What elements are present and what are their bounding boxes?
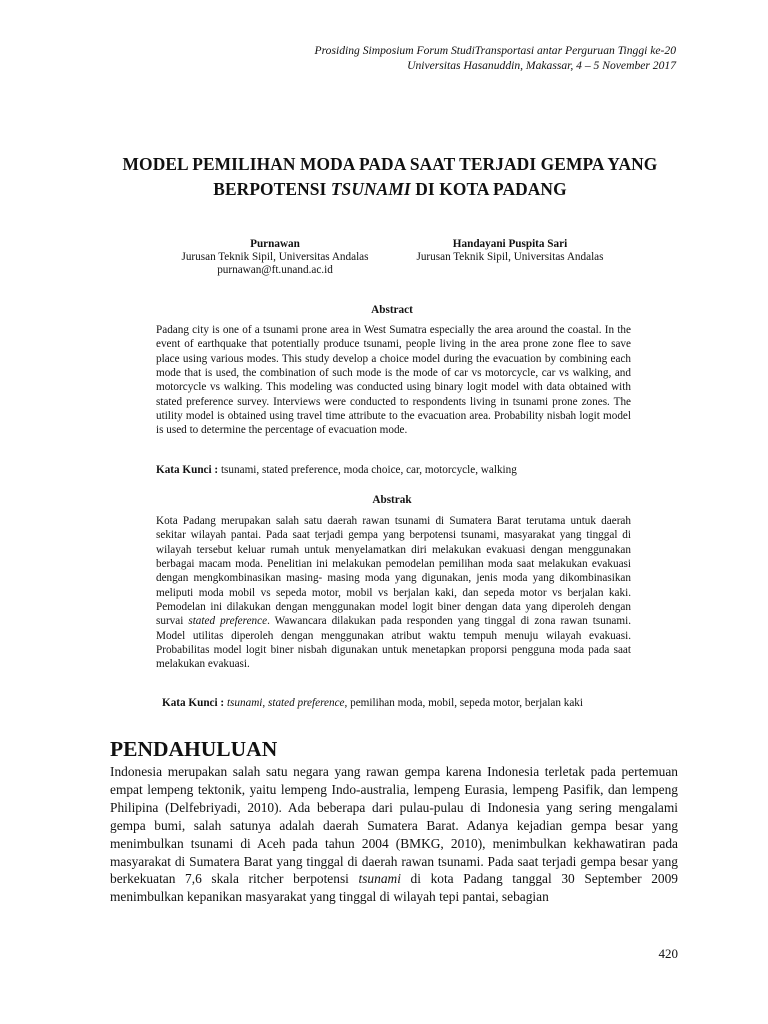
section-heading: PENDAHULUAN bbox=[110, 737, 278, 761]
abstrak-kw-italic-2: stated preference bbox=[267, 697, 345, 709]
abstrak-kw-rest: , pemilihan moda, mobil, sepeda motor, berjalan kaki bbox=[344, 697, 583, 709]
abstrak-text-a: Kota Padang merupakan salah satu daerah rawan tsunami di Sumatera Barat terutama untuk daerah sekitar wilayah pantai. Pada saat terjadi gempa yang berpotensi tsunami, masyarakat yang tinggal di wilayah tersebut keluar rumah untuk menyelamatkan diri melakukan evakuasi dengan menggunakan berbagai macam moda. Penelitian ini melakukan pemodelan pemilihan moda saat melakukan evakuasi dengan mengkombinasikan masing- masing moda yang digunakan, jenis moda yang dikombinasikan meliputi moda mobil vs sepeda motor, mobil vs berjalan kaki, dan sepeda motor vs berjalan kaki. Pemodelan ini dilakukan dengan menggunakan model logit biner dengan data yang diperoleh dengan survai bbox=[156, 515, 631, 628]
section-body-italic: tsunami bbox=[358, 871, 401, 887]
abstrak-kw-sep: , bbox=[262, 697, 268, 709]
abstrak-keywords bbox=[162, 696, 583, 710]
abstract-heading: Abstract bbox=[371, 304, 413, 316]
header-venue: Universitas Hasanuddin, Makassar, 4 – 5 November 2017 bbox=[407, 59, 676, 72]
title-part1: MODEL PEMILIHAN MODA PADA SAAT TERJADI GEMPA YANG BERPOTENSI bbox=[122, 154, 658, 199]
section-body-a: Indonesia merupakan salah satu negara yang rawan gempa karena Indonesia terletak pada pertemuan empat lempeng tektonik, yaitu lempeng Indo-australia, lempeng Eurasia, lempeng Pasifik, dan lempeng Philipina (Delfebriyadi, 2010). Ada beberapa dari pulau-pulau di Indonesia yang sering mengalami gempa bumi, salah satunya adalah daerah Sumatera Barat. Adanya kejadian gempa besar yang menimbulkan tsunami di Aceh pada tahun 2004 (BMKG, 2010), menimbulkan kekhawatiran pada masyarakat di Sumatera Barat yang tinggal di daerah rawan tsunami. Pada saat terjadi gempa besar yang berkekuatan 7,6 skala ritcher berpotensi bbox=[110, 764, 678, 887]
author-2 bbox=[390, 238, 630, 264]
abstract-keywords bbox=[156, 463, 517, 477]
header-conference: Prosiding Simposium Forum StudiTransportasi antar Perguruan Tinggi ke-20 bbox=[314, 44, 676, 57]
title-part2: DI KOTA PADANG bbox=[410, 179, 567, 199]
abstrak-kw-italic-1: tsunami bbox=[226, 697, 263, 709]
abstrak-text bbox=[156, 514, 631, 672]
abstrak-text-b: . Wawancara dilakukan pada responden yang tinggal di zona rawan tsunami. Model utilitas diperoleh dengan menggunakan atribut waktu tempuh menuju wilayah evakuasi. Probabilitas model logit biner nisbah digunakan untuk menetapkan proporsi pengguna moda pada saat melakukan evakuasi. bbox=[156, 615, 631, 671]
abstract-keywords-label: Kata Kunci : bbox=[156, 464, 219, 476]
abstrak-text-italic: stated preference bbox=[188, 615, 268, 628]
title-italic: TSUNAMI bbox=[330, 179, 411, 199]
author-1 bbox=[150, 238, 400, 277]
abstract-keywords-list: tsunami, stated preference, moda choice, car, motorcycle, walking bbox=[218, 464, 517, 476]
author-2-name: Handayani Puspita Sari bbox=[452, 238, 568, 250]
abstract-text: Padang city is one of a tsunami prone area in West Sumatra especially the area around the coastal. In the event of earthquake that potentially produce tsunami, people living in the area prone zone flee to save place using various modes. This study develop a choice model during the evacuation by combining each mode that is used, the combination of such mode is the mode of car vs motorcycle, car vs walking, and motorcycle vs walking. This modeling was conducted using binary logit model with data obtained with stated preference survey. Interviews were conducted to respondents living in tsunami prone zones. The utility model is obtained using travel time attribute to the evacuation area. Probability nisbah logit model is used to determine the percentage of evacuation mode. bbox=[156, 324, 631, 437]
page-number: 420 bbox=[658, 946, 678, 961]
author-1-name: Purnawan bbox=[250, 238, 300, 250]
abstrak-keywords-label: Kata Kunci : bbox=[162, 697, 225, 709]
paper-title bbox=[120, 152, 660, 202]
author-1-email: purnawan@ft.unand.ac.id bbox=[217, 264, 333, 276]
section-body-b: di kota Padang tanggal 30 September 2009 menimbulkan kepanikan masyarakat yang tinggal di wilayah tepi pantai, sebagian bbox=[110, 871, 678, 905]
author-2-affiliation: Jurusan Teknik Sipil, Universitas Andalas bbox=[416, 251, 604, 263]
author-1-affiliation: Jurusan Teknik Sipil, Universitas Andalas bbox=[181, 251, 369, 263]
abstrak-heading: Abstrak bbox=[372, 494, 412, 506]
running-header bbox=[315, 43, 676, 73]
section-body bbox=[110, 763, 678, 906]
